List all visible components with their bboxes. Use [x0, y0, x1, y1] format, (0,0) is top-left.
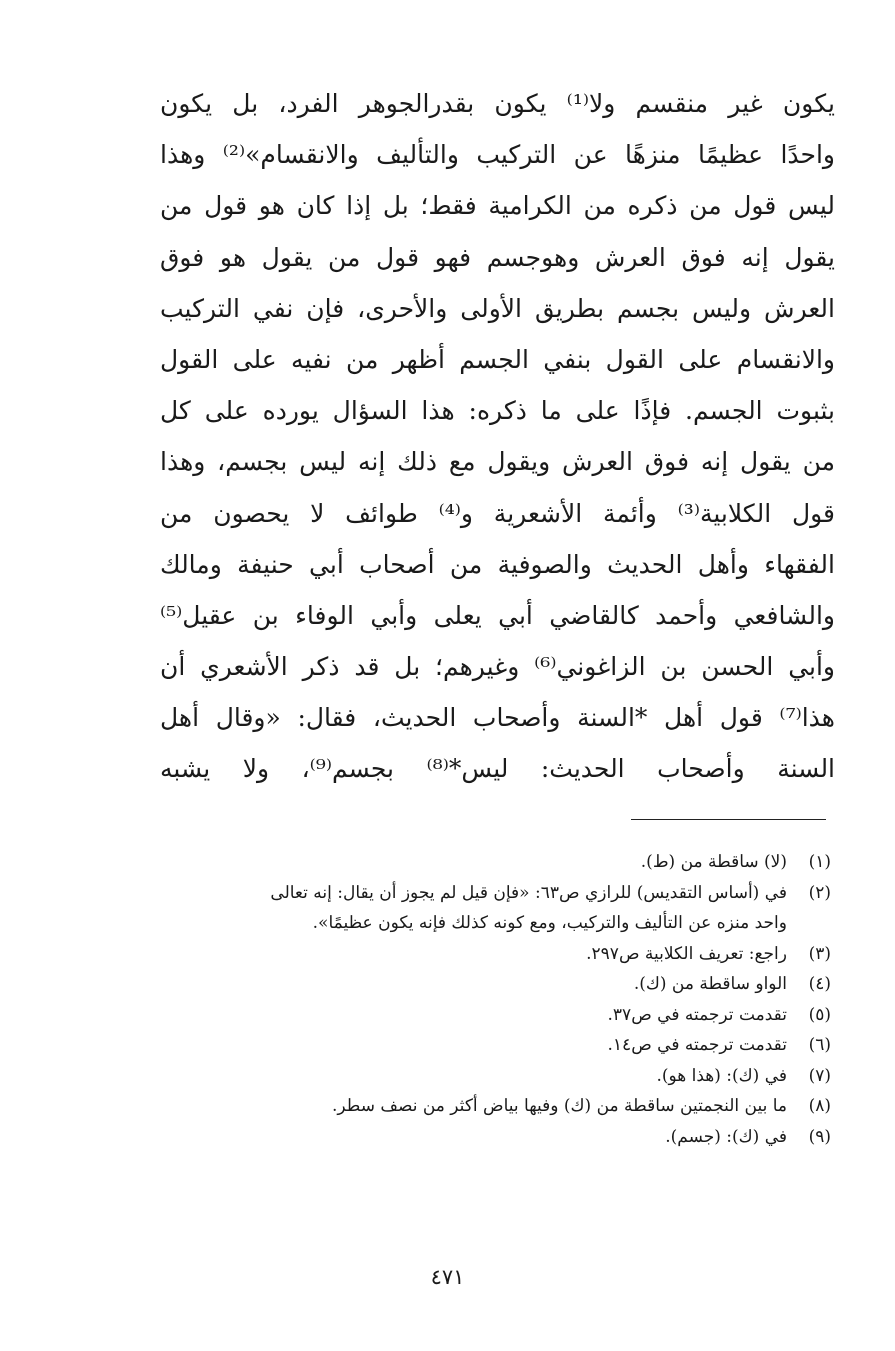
- text-line: الفقهاء وأهل الحديث والصوفية من أصحاب أبي حنيفة ومالك: [160, 549, 835, 579]
- footnote: [160, 878, 835, 939]
- footnotes: [160, 847, 835, 1152]
- text-line: من يقول إنه فوق العرش ويقول مع ذلك إنه ليس بجسم، وهذا: [160, 447, 835, 477]
- footnote-line: في (ك): (جسم).: [665, 1126, 787, 1147]
- main-text: [160, 78, 835, 795]
- footnote-separator: [631, 819, 826, 820]
- text-line: واحدًا عظيمًا منزهًا عن التركيب والتأليف والانقسام»⁽²⁾ وهذا: [160, 140, 836, 170]
- text-line: وأبي الحسن بن الزاغوني⁽⁶⁾ وغيرهم؛ بل قد ذكر الأشعري أن: [160, 652, 836, 682]
- footnote-line: ما بين النجمتين ساقطة من (ك) وفيها بياض أكثر من نصف سطر.: [332, 1096, 787, 1116]
- footnote-number: (١): [808, 852, 831, 872]
- text-line: يكون غير منقسم ولا⁽¹⁾ يكون بقدرالجوهر الفرد، بل يكون: [160, 89, 835, 118]
- footnote-text: [160, 1000, 787, 1031]
- footnote-text: [160, 1061, 787, 1092]
- footnote: [160, 1030, 835, 1061]
- footnote: [160, 969, 835, 1000]
- footnote-number: (٢): [808, 882, 831, 903]
- footnote-line: واحد منزه عن التأليف والتركيب، ومع كونه كذلك فإنه يكون عظيمًا».: [312, 913, 787, 933]
- text-line: والشافعي وأحمد كالقاضي أبي يعلى وأبي الوفاء بن عقيل⁽⁵⁾: [160, 600, 835, 630]
- footnote: [160, 1091, 835, 1122]
- text-line: بثبوت الجسم. فإذًا على ما ذكره: هذا السؤال يورده على كل: [160, 396, 835, 426]
- footnote-text: [160, 939, 787, 970]
- footnote-number: (٨): [808, 1096, 831, 1116]
- text-line: العرش وليس بجسم بطريق الأولى والأحرى، فإن نفي التركيب: [160, 293, 835, 323]
- footnote-number: (٧): [808, 1065, 831, 1086]
- footnote-line: الواو ساقطة من (ك).: [633, 974, 787, 994]
- text-line: يقول إنه فوق العرش وهوجسم فهو قول من يقول هو فوق: [160, 242, 835, 272]
- footnote-number: (٤): [808, 974, 831, 994]
- footnote-line: (لا) ساقطة من (ط).: [640, 852, 787, 872]
- footnote-text: [160, 878, 787, 939]
- footnote-text: [160, 1122, 787, 1153]
- footnote-number: (٦): [808, 1035, 831, 1055]
- text-line: السنة وأصحاب الحديث: ليس*⁽⁸⁾ بجسم⁽⁹⁾، ولا يشبه: [160, 754, 836, 784]
- text-line: والانقسام على القول بنفي الجسم أظهر من نفيه على القول: [160, 344, 835, 374]
- footnote-text: [160, 847, 787, 878]
- footnote: [160, 1122, 835, 1153]
- footnote-text: [160, 969, 787, 1000]
- footnote: [160, 1000, 835, 1031]
- footnote-number: (٥): [808, 1004, 831, 1025]
- page-number: ٤٧١: [430, 1265, 465, 1289]
- text-line: قول الكلابية⁽³⁾ وأئمة الأشعرية و⁽⁴⁾ طوائف لا يحصون من: [160, 498, 835, 528]
- text-line: ليس قول من ذكره من الكرامية فقط؛ بل إذا كان هو قول من: [160, 191, 835, 221]
- footnote-line: راجع: تعريف الكلابية ص٢٩٧.: [586, 943, 787, 964]
- footnote-line: تقدمت ترجمته في ص٣٧.: [607, 1004, 787, 1025]
- footnote-line: تقدمت ترجمته في ص١٤.: [607, 1035, 787, 1055]
- footnote-number: (٣): [808, 943, 831, 964]
- footnote: [160, 847, 835, 878]
- footnote: [160, 939, 835, 970]
- footnote-text: [160, 1030, 787, 1061]
- text-line: هذا⁽⁷⁾ قول أهل *السنة وأصحاب الحديث، فقال: «وقال أهل: [160, 703, 835, 733]
- footnote-line: في (ك): (هذا هو).: [656, 1065, 787, 1086]
- footnote-number: (٩): [808, 1126, 831, 1147]
- footnote: [160, 1061, 835, 1092]
- footnote-text: [160, 1091, 787, 1122]
- footnote-line: في (أساس التقديس) للرازي ص٦٣: «فإن قيل لم يجوز أن يقال: إنه تعالى: [270, 882, 787, 903]
